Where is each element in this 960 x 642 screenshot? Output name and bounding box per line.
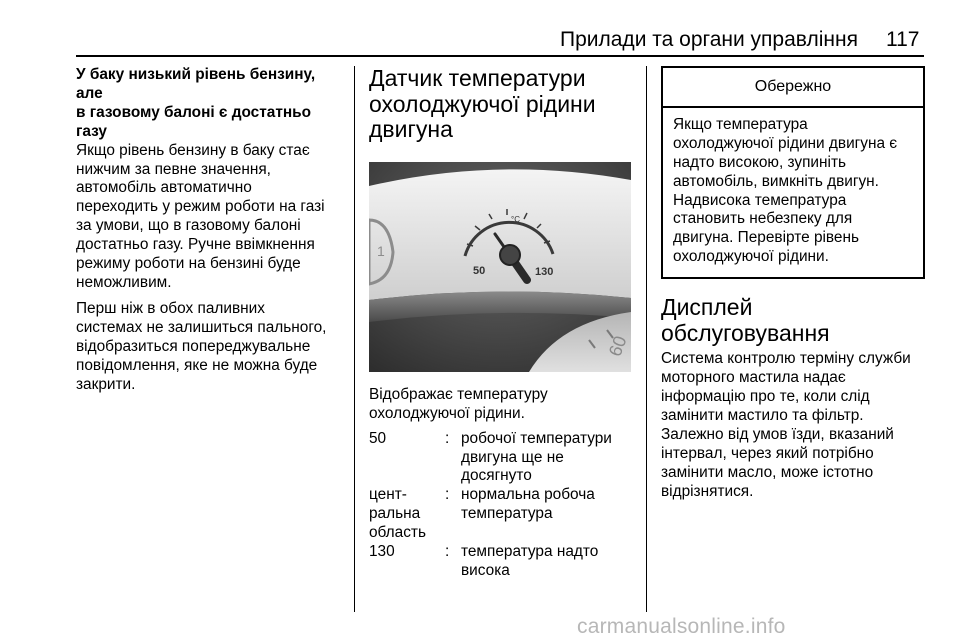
column-middle bbox=[369, 66, 635, 581]
text-line: охолоджуючої рідини. bbox=[369, 404, 525, 422]
text-line: Якщо рівень бензину в баку стає bbox=[76, 141, 310, 159]
heading-line: двигуна bbox=[369, 116, 453, 143]
gauge-caption bbox=[369, 386, 635, 424]
warning-message-paragraph bbox=[76, 300, 344, 395]
gauge-unit: °C bbox=[511, 214, 520, 224]
text-line: Якщо температура bbox=[673, 115, 808, 133]
header-rule bbox=[76, 55, 924, 57]
gauge-label-130: 130 bbox=[535, 265, 554, 278]
text-line: інтервал, через який потрібно bbox=[661, 444, 874, 462]
text-line: досягнуто bbox=[461, 467, 532, 485]
text-line: температура надто bbox=[461, 543, 599, 561]
text-line: робочої температури bbox=[461, 429, 612, 447]
column-divider-left bbox=[354, 66, 355, 612]
legend-row bbox=[369, 543, 635, 581]
page-header-title: Прилади та органи управління bbox=[560, 28, 858, 51]
legend-row bbox=[369, 486, 635, 543]
legend-colon: : bbox=[445, 486, 450, 504]
text-line: закрити. bbox=[76, 375, 136, 393]
heading-line: У баку низький рівень бензину, але bbox=[76, 66, 316, 102]
watermark: carmanualsonline.info bbox=[577, 615, 786, 638]
legend-row bbox=[369, 430, 635, 487]
legend-value bbox=[461, 543, 635, 581]
text-line: за умови, що в газовому балоні bbox=[76, 217, 301, 235]
text-line: температура bbox=[461, 505, 553, 523]
text-line: замінити масло, може істотно bbox=[661, 463, 874, 481]
text-line: відобразиться попереджувальне bbox=[76, 337, 311, 355]
text-line: автомобіль, вимкніть двигун. bbox=[673, 172, 879, 190]
text-line: 130 bbox=[369, 543, 395, 561]
text-line: Відображає температуру bbox=[369, 385, 548, 403]
legend-key bbox=[369, 430, 445, 487]
caution-box bbox=[661, 66, 925, 279]
text-line: автомобіль автоматично bbox=[76, 179, 252, 197]
legend-key bbox=[369, 486, 445, 543]
column-divider-right bbox=[646, 66, 647, 612]
text-line: інформацію про те, коли слід bbox=[661, 388, 870, 406]
text-line: 50 bbox=[369, 429, 387, 447]
text-line: Перш ніж в обох паливних bbox=[76, 299, 265, 317]
text-line: надто високою, зупиніть bbox=[673, 153, 847, 171]
text-line: повідомлення, яке не можна буде bbox=[76, 356, 318, 374]
text-line: неможливим. bbox=[76, 273, 172, 291]
text-line: замінити мастило та фільтр. bbox=[661, 407, 864, 425]
heading-line: охолоджуючої рідини bbox=[369, 90, 596, 117]
text-line: становить небезпеку для bbox=[673, 210, 853, 228]
text-line: моторного мастила надає bbox=[661, 369, 846, 387]
text-line: ральна bbox=[369, 505, 421, 523]
corner-mark: 60 bbox=[604, 333, 631, 359]
legend-value bbox=[461, 430, 635, 487]
caution-body bbox=[663, 108, 923, 277]
low-fuel-gas-heading bbox=[76, 66, 344, 142]
text-line: охолоджуючої рідини. bbox=[673, 248, 829, 266]
coolant-gauge-photo bbox=[369, 162, 631, 372]
service-display-paragraph bbox=[661, 350, 925, 501]
text-line: нормальна робоча bbox=[461, 486, 595, 504]
text-line: охолоджуючої рідини двигуна є bbox=[673, 134, 898, 152]
page-number: 117 bbox=[886, 28, 920, 51]
text-line: нижчим за певне значення, bbox=[76, 160, 271, 178]
coolant-temperature-heading bbox=[369, 66, 635, 143]
legend-colon: : bbox=[445, 429, 450, 447]
text-line: Система контролю терміну служби bbox=[661, 350, 911, 368]
legend-key bbox=[369, 543, 445, 581]
auto-switch-paragraph bbox=[76, 142, 344, 293]
text-line: висока bbox=[461, 561, 510, 579]
text-line: двигуна ще не bbox=[461, 448, 564, 466]
gauge-label-50: 50 bbox=[473, 264, 486, 277]
legend-colon: : bbox=[445, 543, 450, 561]
column-left bbox=[76, 66, 344, 394]
text-line: двигуна. Перевірте рівень bbox=[673, 229, 860, 247]
text-line: системах не залишиться пального, bbox=[76, 318, 327, 336]
text-line: режиму роботи на бензині буде bbox=[76, 255, 301, 273]
side-mark: 1 bbox=[377, 242, 385, 259]
text-line: достатньо газу. Ручне ввімкнення bbox=[76, 236, 315, 254]
heading-line: Датчик температури bbox=[369, 65, 586, 91]
text-line: цент- bbox=[369, 486, 407, 504]
legend-value bbox=[461, 486, 635, 543]
text-line: Залежно від умов їзди, вказаний bbox=[661, 425, 894, 443]
column-right bbox=[661, 66, 925, 502]
text-line: переходить у режим роботи на газі bbox=[76, 198, 325, 216]
heading-line: в газовому балоні є достатньо газу bbox=[76, 103, 312, 140]
service-display-heading: Дисплей обслуговування bbox=[661, 294, 830, 346]
text-line: область bbox=[369, 524, 426, 542]
gauge-legend bbox=[369, 430, 635, 581]
text-line: Надвисока темепратура bbox=[673, 191, 847, 209]
caution-title: Обережно bbox=[663, 68, 923, 108]
text-line: відрізнятися. bbox=[661, 482, 754, 500]
